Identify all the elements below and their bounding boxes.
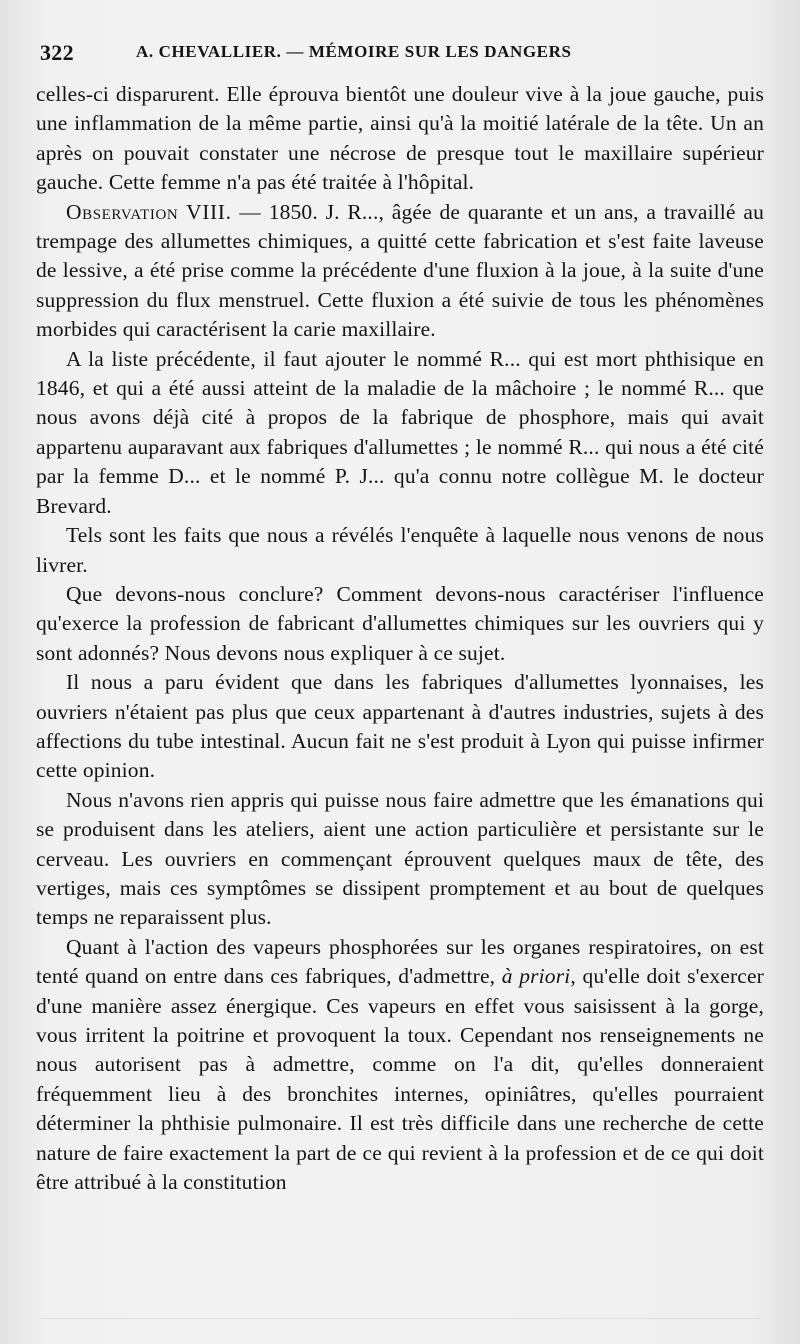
respiratory-text-end: , qu'elle doit s'exercer d'une manière assez énergique. Ces vapeurs en effet vous saisissent à la gorge, vous irritent la poitrine et provoquent la toux. Cependant nos renseignements ne nous autorisent pas à admettre, comme on l'a dit, qu'elles donneraient fréquemment lieu à des bronchites internes, opiniâtres, qu'elles pourraient déterminer la phthisie pulmonaire. Il est très difficile dans une recherche de cette nature de faire exactement la part de ce qui revient à la profession et de ce qui doit être attribué à la constitution (36, 964, 764, 1195)
running-head (40, 38, 760, 72)
running-title: A. CHEVALLIER. — MÉMOIRE SUR LES DANGERS (136, 42, 572, 61)
italic-a-priori: à priori (501, 964, 571, 989)
paragraph-conclusion-question: Que devons-nous conclure? Comment devons-nous caractériser l'influence qu'exerce la profession de fabricant d'allumettes chimiques sur les ouvriers qui y sont adonnés? Nous devons nous expliquer à ce sujet. (36, 581, 764, 665)
paragraph-continuation: celles-ci disparurent. Elle éprouva bientôt une douleur vive à la joue gauche, puis une inflammation de la même partie, ainsi qu'à la moitié latérale de la tête. Un an après on pouvait constater une nécrose de presque tout le maxillaire supérieur gauche. Cette femme n'a pas été traitée à l'hôpital. (36, 82, 764, 195)
page-number: 322 (40, 40, 74, 65)
body-text (36, 80, 764, 1197)
bleed-through-line (40, 1318, 760, 1329)
paragraph-facts: Tels sont les faits que nous a révélés l'enquête à laquelle nous venons de nous livrer. (36, 523, 764, 577)
observation-paragraph (36, 198, 764, 345)
respiratory-text-start: Quant à l'action des vapeurs phosphorées sur les organes respiratoires, on est tenté quand on entre dans ces fabriques, d'admettre, (36, 934, 764, 989)
paragraph-respiratory (36, 933, 764, 1198)
paragraph-intestinal: Il nous a paru évident que dans les fabriques d'allumettes lyonnaises, les ouvriers n'étaient pas plus que ceux appartenant à d'autres industries, sujets à des affections du tube intestinal. Aucun fait ne s'est produit à Lyon qui puisse infirmer cette opinion. (36, 670, 764, 783)
paragraph-brain: Nous n'avons rien appris qui puisse nous faire admettre que les émanations qui se produisent dans les ateliers, aient une action particulière et persistante sur le cerveau. Les ouvriers en commençant éprouvent quelques maux de tête, des vertiges, mais ces symptômes se dissipent promptement et au bout de quelques temps ne reparaissent plus. (36, 787, 764, 930)
paragraph-list-addition: A la liste précédente, il faut ajouter le nommé R... qui est mort phthisique en 1846, et qui a été aussi atteint de la maladie de la mâchoire ; le nommé R... que nous avons déjà cité à propos de la fabrique de phosphore, mais qui avait appartenu auparavant aux fabriques d'allumettes ; le nommé R... qui nous a été cité par la femme D... et le nommé P. J... qu'a connu notre collègue M. le docteur Brevard. (36, 346, 764, 518)
observation-label: Observation VIII. (66, 199, 232, 224)
observation-text: — 1850. J. R..., âgée de quarante et un ans, a travaillé au trempage des allumettes chimiques, a quitté cette fabrication et s'est faite laveuse de lessive, a été prise comme la précédente d'une fluxion à la joue, à la suite d'une suppression du flux menstruel. Cette fluxion a été suivie de tous les phénomènes morbides qui caractérisent la carie maxillaire. (36, 199, 764, 342)
